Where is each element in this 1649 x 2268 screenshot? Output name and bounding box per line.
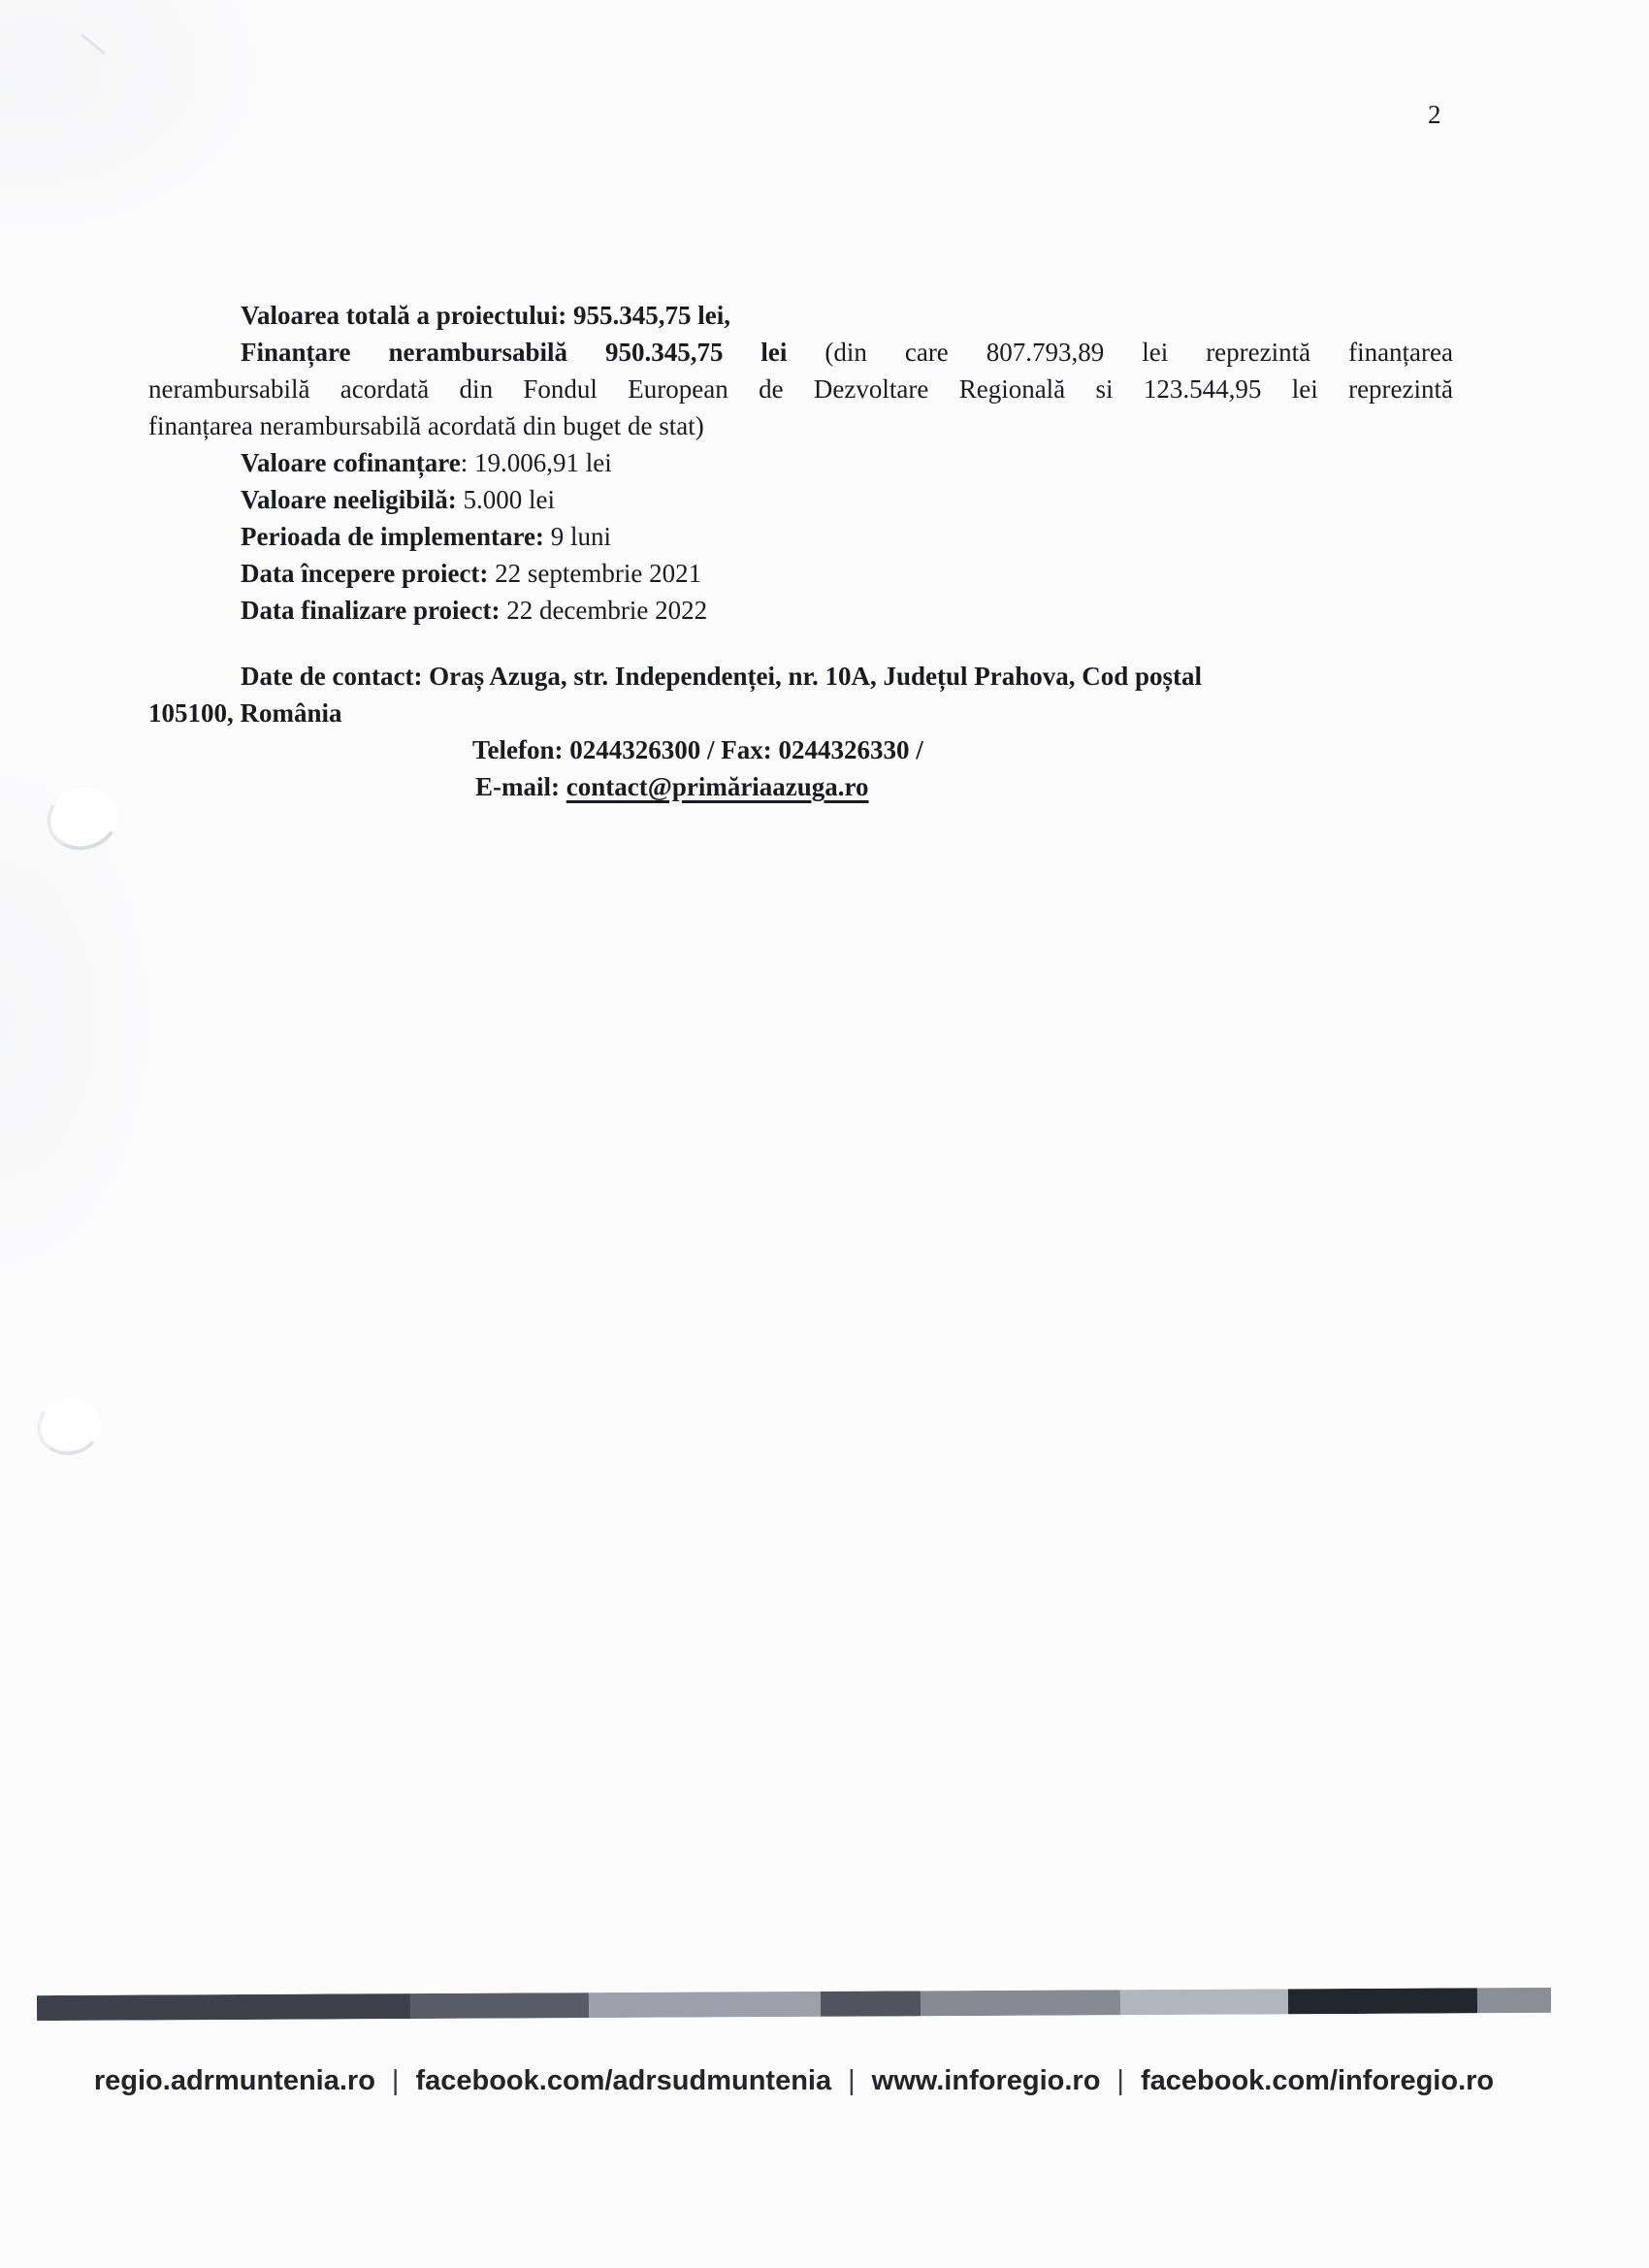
footer-links-row [37,2057,1551,2104]
footer-separator-3: | [1116,2065,1124,2096]
footer-bar-segment-5 [921,1990,1120,2016]
footer-bar-segment-1 [37,1993,410,2021]
footer-bar-segment-6 [1120,1989,1288,2015]
start-date-label: Data începere proiect: [241,559,489,588]
cofinance-value: : 19.006,91 lei [460,448,612,477]
end-date-value: 22 decembrie 2022 [500,596,708,625]
footer-link-facebook-inforegio: facebook.com/inforegio.ro [1140,2065,1495,2096]
scan-scratch-artifact [81,33,106,55]
total-value-text: Valoarea totală a proiectului: 955.345,75 lei, [241,301,730,330]
footer-link-facebook-adrsudmuntenia: facebook.com/adrsudmuntenia [415,2065,832,2096]
email-label: E-mail: [475,772,566,801]
grant-amount-text: Finanțare nerambursabilă 950.345,75 lei [241,338,825,367]
footer-bar-segment-8 [1477,1988,1551,2013]
email-line [148,768,1453,805]
cofinance-line [148,444,1453,481]
end-date-line [148,592,1453,629]
punch-hole-artifact-bottom [33,1395,104,1460]
start-date-line [148,555,1453,592]
footer-separator-2: | [848,2065,856,2096]
phone-fax-line: Telefon: 0244326300 / Fax: 0244326330 / [472,735,923,764]
footer-link-inforegio: www.inforegio.ro [871,2065,1101,2096]
footer-separator-1: | [391,2065,400,2096]
footer-color-bar [37,1988,1551,2021]
cofinance-label: Valoare cofinanțare [241,448,461,477]
ineligible-label: Valoare neeligibilă: [241,485,457,514]
footer-bar-segment-2 [410,1993,589,2019]
email-link[interactable]: contact@primăriaazuga.ro [566,772,869,801]
grant-line-3 [148,407,1453,444]
project-details-block [148,297,1453,629]
grant-detail-text-2: nerambursabilă acordată din Fondul European de Dezvoltare Regională si 123.544,95 lei reprezintă [148,374,1453,404]
implementation-period-value: 9 luni [543,522,611,551]
page-number: 2 [1428,100,1441,129]
total-value-line [148,297,1453,334]
contact-block [148,658,1453,805]
grant-detail-text-3: finanțarea nerambursabilă acordată din buget de stat) [148,411,704,440]
ineligible-line [148,481,1453,518]
implementation-period-label: Perioada de implementare: [241,522,544,551]
grant-line-1 [148,334,1453,371]
footer-bar-segment-7 [1288,1988,1477,2014]
start-date-value: 22 septembrie 2021 [488,559,702,588]
ineligible-value: 5.000 lei [456,485,555,514]
footer-bar-segment-3 [589,1992,821,2018]
grant-detail-text-1: (din care 807.793,89 lei reprezintă finanțarea [824,338,1453,367]
footer-link-regio-adrmuntenia: regio.adrmuntenia.ro [93,2065,375,2096]
contact-address-line-1: Date de contact: Oraș Azuga, str. Independenței, nr. 10A, Județul Prahova, Cod poștal [241,662,1203,691]
end-date-label: Data finalizare proiect: [241,596,501,625]
contact-address-line-2: 105100, România [148,698,342,728]
grant-line-2 [148,371,1453,407]
punch-hole-artifact-top [40,780,124,858]
implementation-period-line [148,518,1453,555]
footer-bar-segment-4 [821,1991,921,2017]
